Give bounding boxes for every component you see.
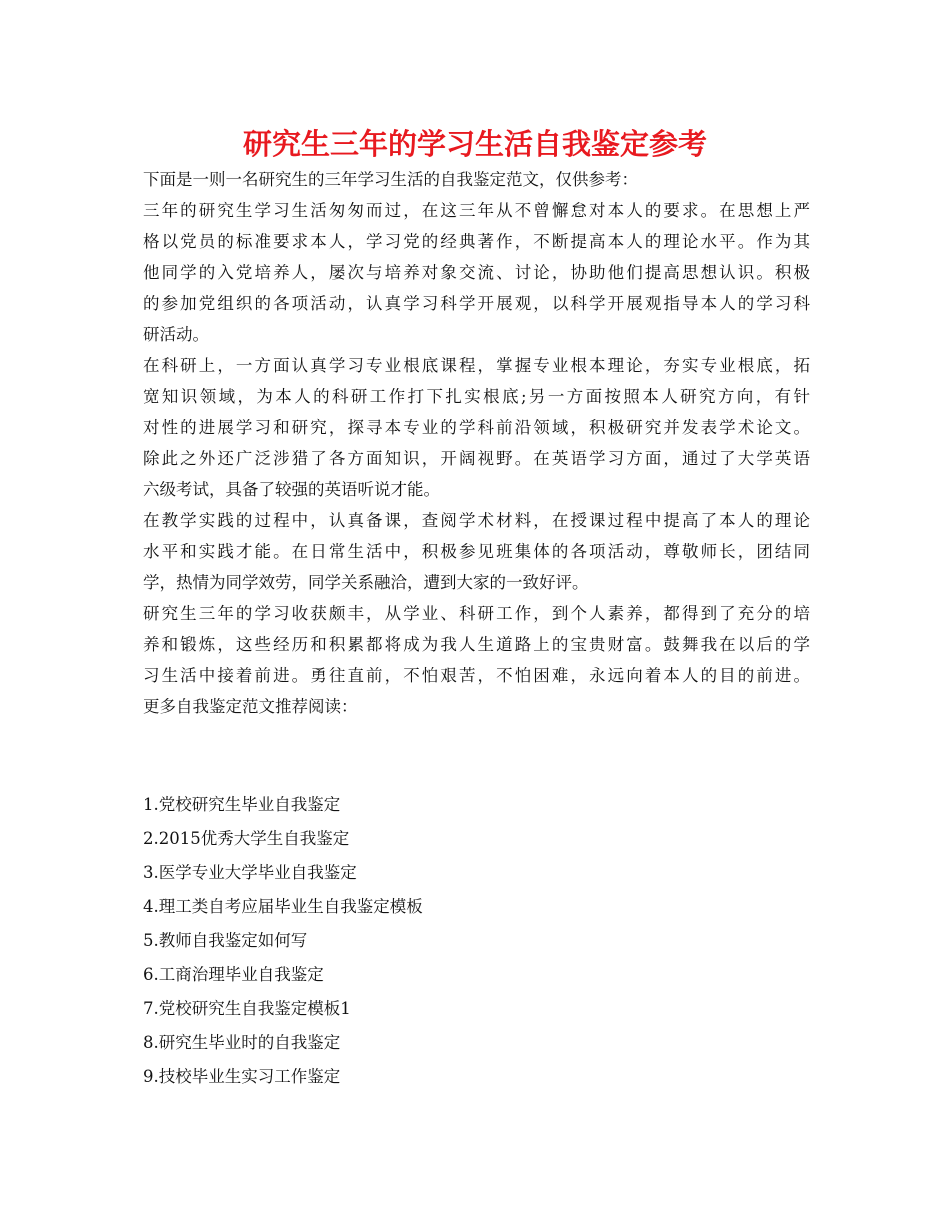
paragraph-line: 研究生三年的学习收获颇丰，从学业、科研工作，到个人素养，都得到了充分的培 xyxy=(143,604,810,623)
paragraph-line: 水平和实践才能。在日常生活中，积极参见班集体的各项活动，尊敬师长，团结同 xyxy=(143,542,810,561)
paragraph-1 xyxy=(143,195,810,350)
paragraph-2 xyxy=(143,350,810,505)
paragraph-line: 格以党员的标准要求本人，学习党的经典著作，不断提高本人的理论水平。作为其 xyxy=(143,232,810,251)
recommend-heading: 更多自我鉴定范文推荐阅读： xyxy=(143,697,358,716)
document-title: 研究生三年的学习生活自我鉴定参考 xyxy=(242,127,707,161)
paragraph-line: 研活动。 xyxy=(143,325,209,344)
paragraph-line: 养和锻炼，这些经历和积累都将成为我人生道路上的宝贵财富。鼓舞我在以后的学 xyxy=(143,635,810,654)
paragraph-line: 他同学的入党培养人，屡次与培养对象交流、讨论，协助他们提高思想认识。积极 xyxy=(143,263,810,282)
paragraph-3 xyxy=(143,505,810,598)
paragraph-line: 学，热情为同学效劳，同学关系融洽，遭到大家的一致好评。 xyxy=(143,573,589,592)
recommend-item-7: 7.党校研究生自我鉴定模板1 xyxy=(143,999,351,1018)
paragraph-line: 宽知识领域，为本人的科研工作打下扎实根底;另一方面按照本人研究方向，有针 xyxy=(143,387,810,406)
recommend-item-2: 2.2015优秀大学生自我鉴定 xyxy=(143,829,350,848)
paragraph-line: 在教学实践的过程中，认真备课，查阅学术材料，在授课过程中提高了本人的理论 xyxy=(143,511,810,530)
recommend-item-9: 9.技校毕业生实习工作鉴定 xyxy=(143,1067,341,1086)
paragraph-line: 六级考试，具备了较强的英语听说才能。 xyxy=(143,480,440,499)
recommend-list xyxy=(143,788,810,1094)
paragraph-line: 三年的研究生学习生活匆匆而过，在这三年从不曾懈怠对本人的要求。在思想上严 xyxy=(143,201,810,220)
paragraph-line: 习生活中接着前进。勇往直前，不怕艰苦，不怕困难，永远向着本人的目的前进。 xyxy=(143,666,810,685)
recommend-item-3: 3.医学专业大学毕业自我鉴定 xyxy=(143,863,357,882)
paragraph-4 xyxy=(143,598,810,691)
intro-line: 下面是一则一名研究生的三年学习生活的自我鉴定范文，仅供参考： xyxy=(143,170,638,189)
document-body xyxy=(143,164,810,722)
recommend-item-6: 6.工商治理毕业自我鉴定 xyxy=(143,965,324,984)
recommend-item-5: 5.教师自我鉴定如何写 xyxy=(143,931,308,950)
paragraph-line: 对性的进展学习和研究，探寻本专业的学科前沿领域，积极研究并发表学术论文。 xyxy=(143,418,810,437)
paragraph-line: 在科研上，一方面认真学习专业根底课程，掌握专业根本理论，夯实专业根底，拓 xyxy=(143,356,810,375)
recommend-item-1: 1.党校研究生毕业自我鉴定 xyxy=(143,795,341,814)
paragraph-line: 的参加党组织的各项活动，认真学习科学开展观，以科学开展观指导本人的学习科 xyxy=(143,294,810,313)
recommend-item-8: 8.研究生毕业时的自我鉴定 xyxy=(143,1033,341,1052)
recommend-item-4: 4.理工类自考应届毕业生自我鉴定模板 xyxy=(143,897,423,916)
paragraph-line: 除此之外还广泛涉猎了各方面知识，开阔视野。在英语学习方面，通过了大学英语 xyxy=(143,449,810,468)
